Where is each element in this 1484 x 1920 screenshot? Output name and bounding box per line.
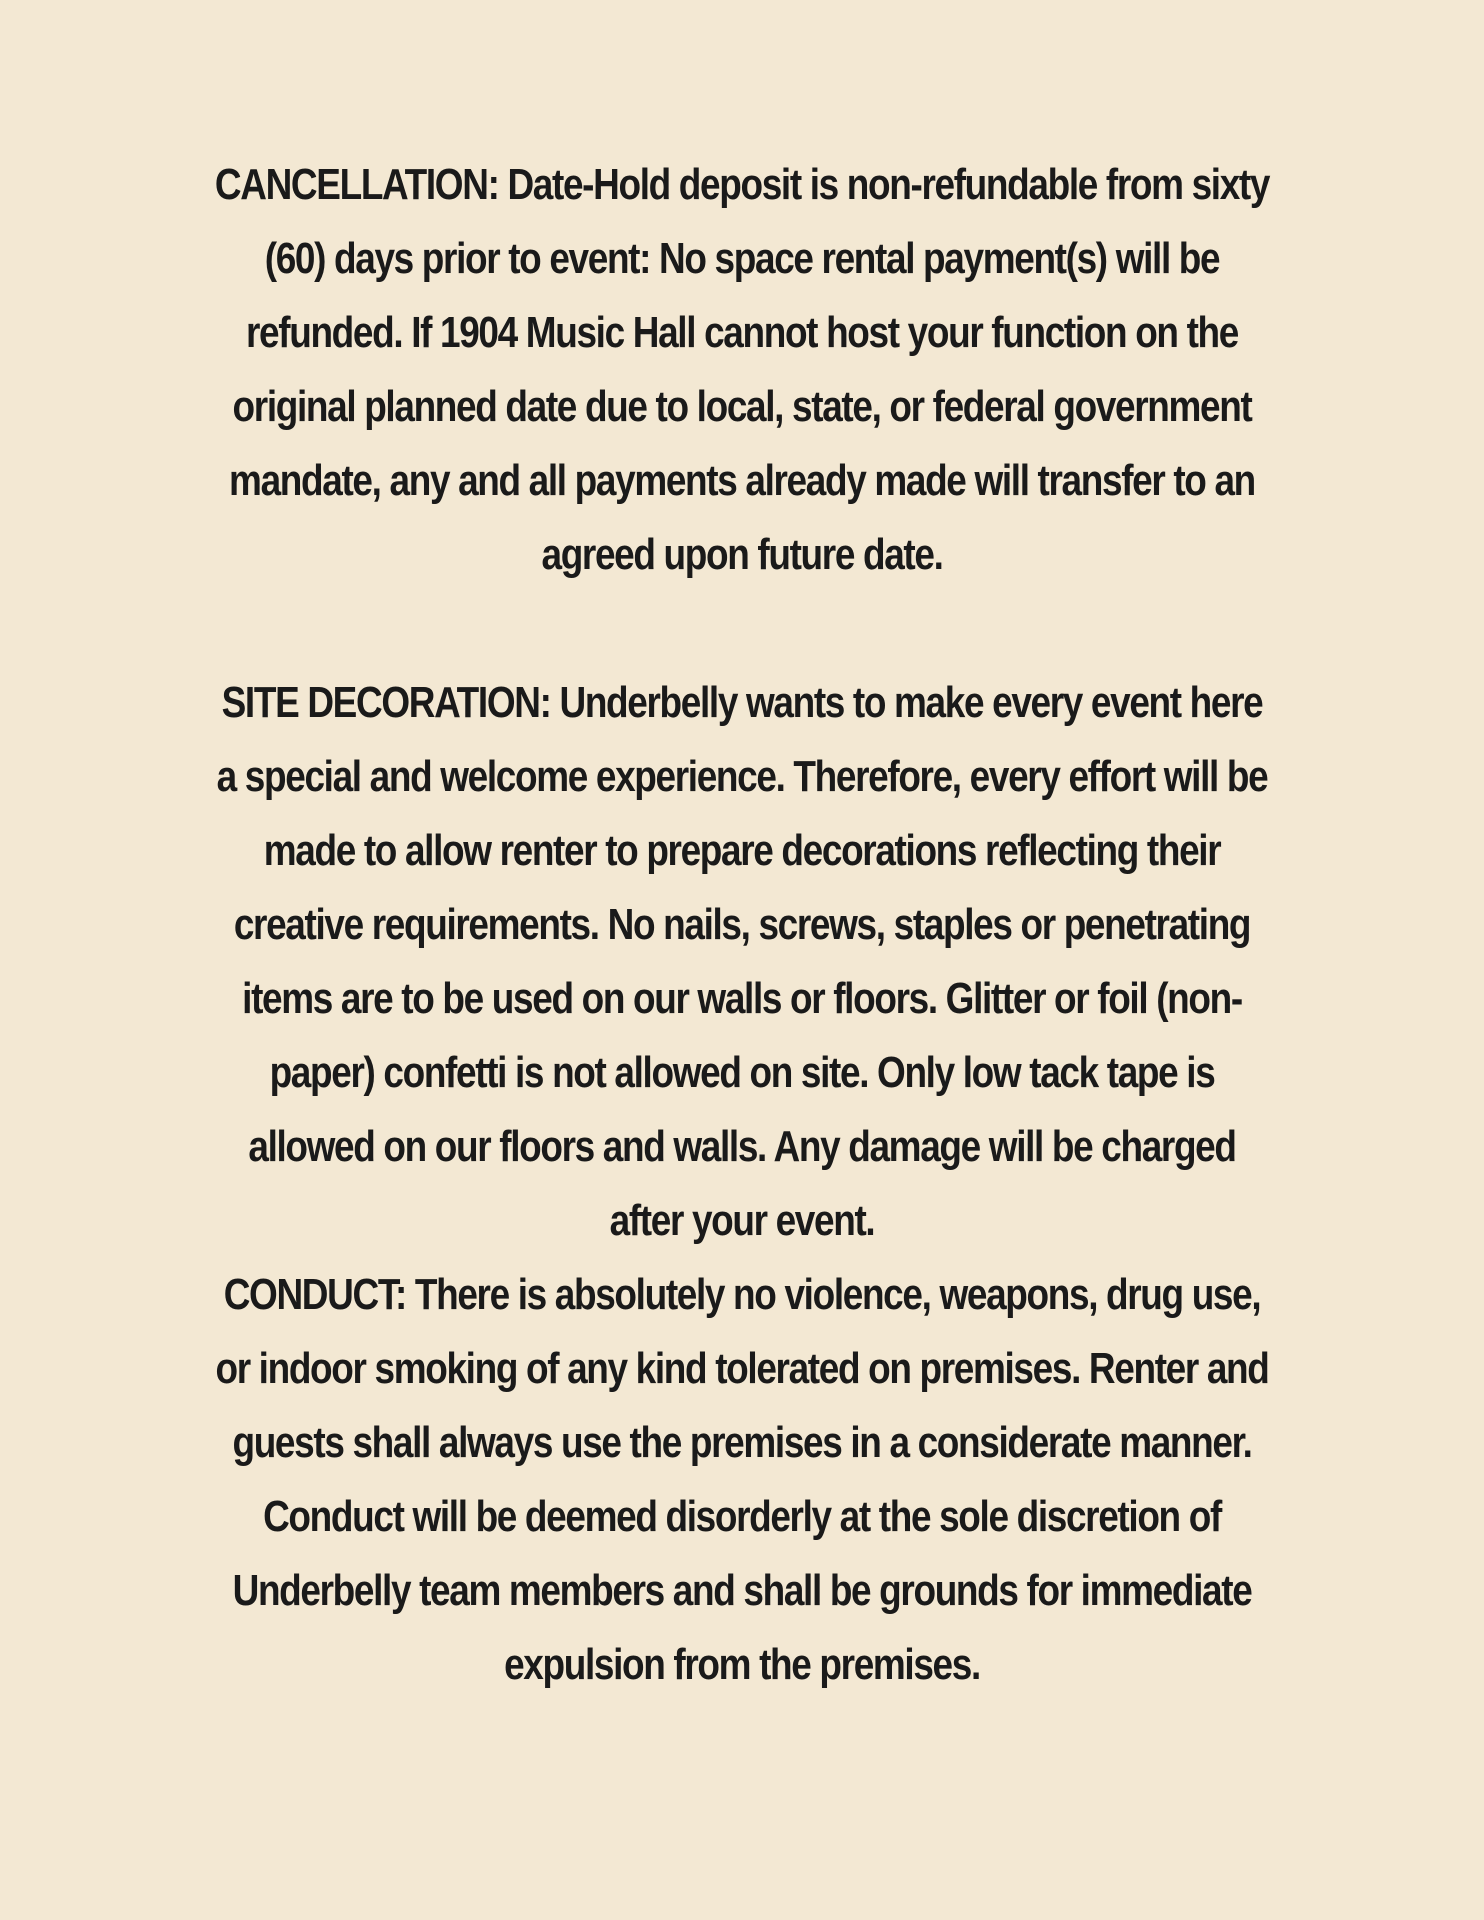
cancellation-paragraph: CANCELLATION: Date-Hold deposit is non-refundable from sixty (60) days prior to event: No space rental payment(s) will be refunded. If 1904 Music Hall cannot host your function on the original planned date due to local, state, or federal government mandate, any and all payments already made will transfer to an agreed upon future date. <box>214 160 1270 579</box>
paragraph-spacer <box>211 592 1273 666</box>
conduct-paragraph: CONDUCT: There is absolutely no violence, weapons, drug use, or indoor smoking of any kind tolerated on premises. Renter and guests shall always use the premises in a considerate manner. Conduct will be deemed disorderly at the sole discretion of Underbelly team members and shall be grounds for immediate expulsion from the premises. <box>215 1270 1269 1689</box>
site-decoration-paragraph: SITE DECORATION: Underbelly wants to make every event here a special and welcome experience. Therefore, every effort will be made to allow renter to prepare decorations reflecting their creative requirements. No nails, screws, staples or penetrating items are to be used on our walls or floors. Glitter or foil (non-paper) confetti is not allowed on site. Only low tack tape is allowed on our floors and walls. Any damage will be charged after your event. <box>216 678 1268 1245</box>
policy-document <box>211 148 1273 1702</box>
